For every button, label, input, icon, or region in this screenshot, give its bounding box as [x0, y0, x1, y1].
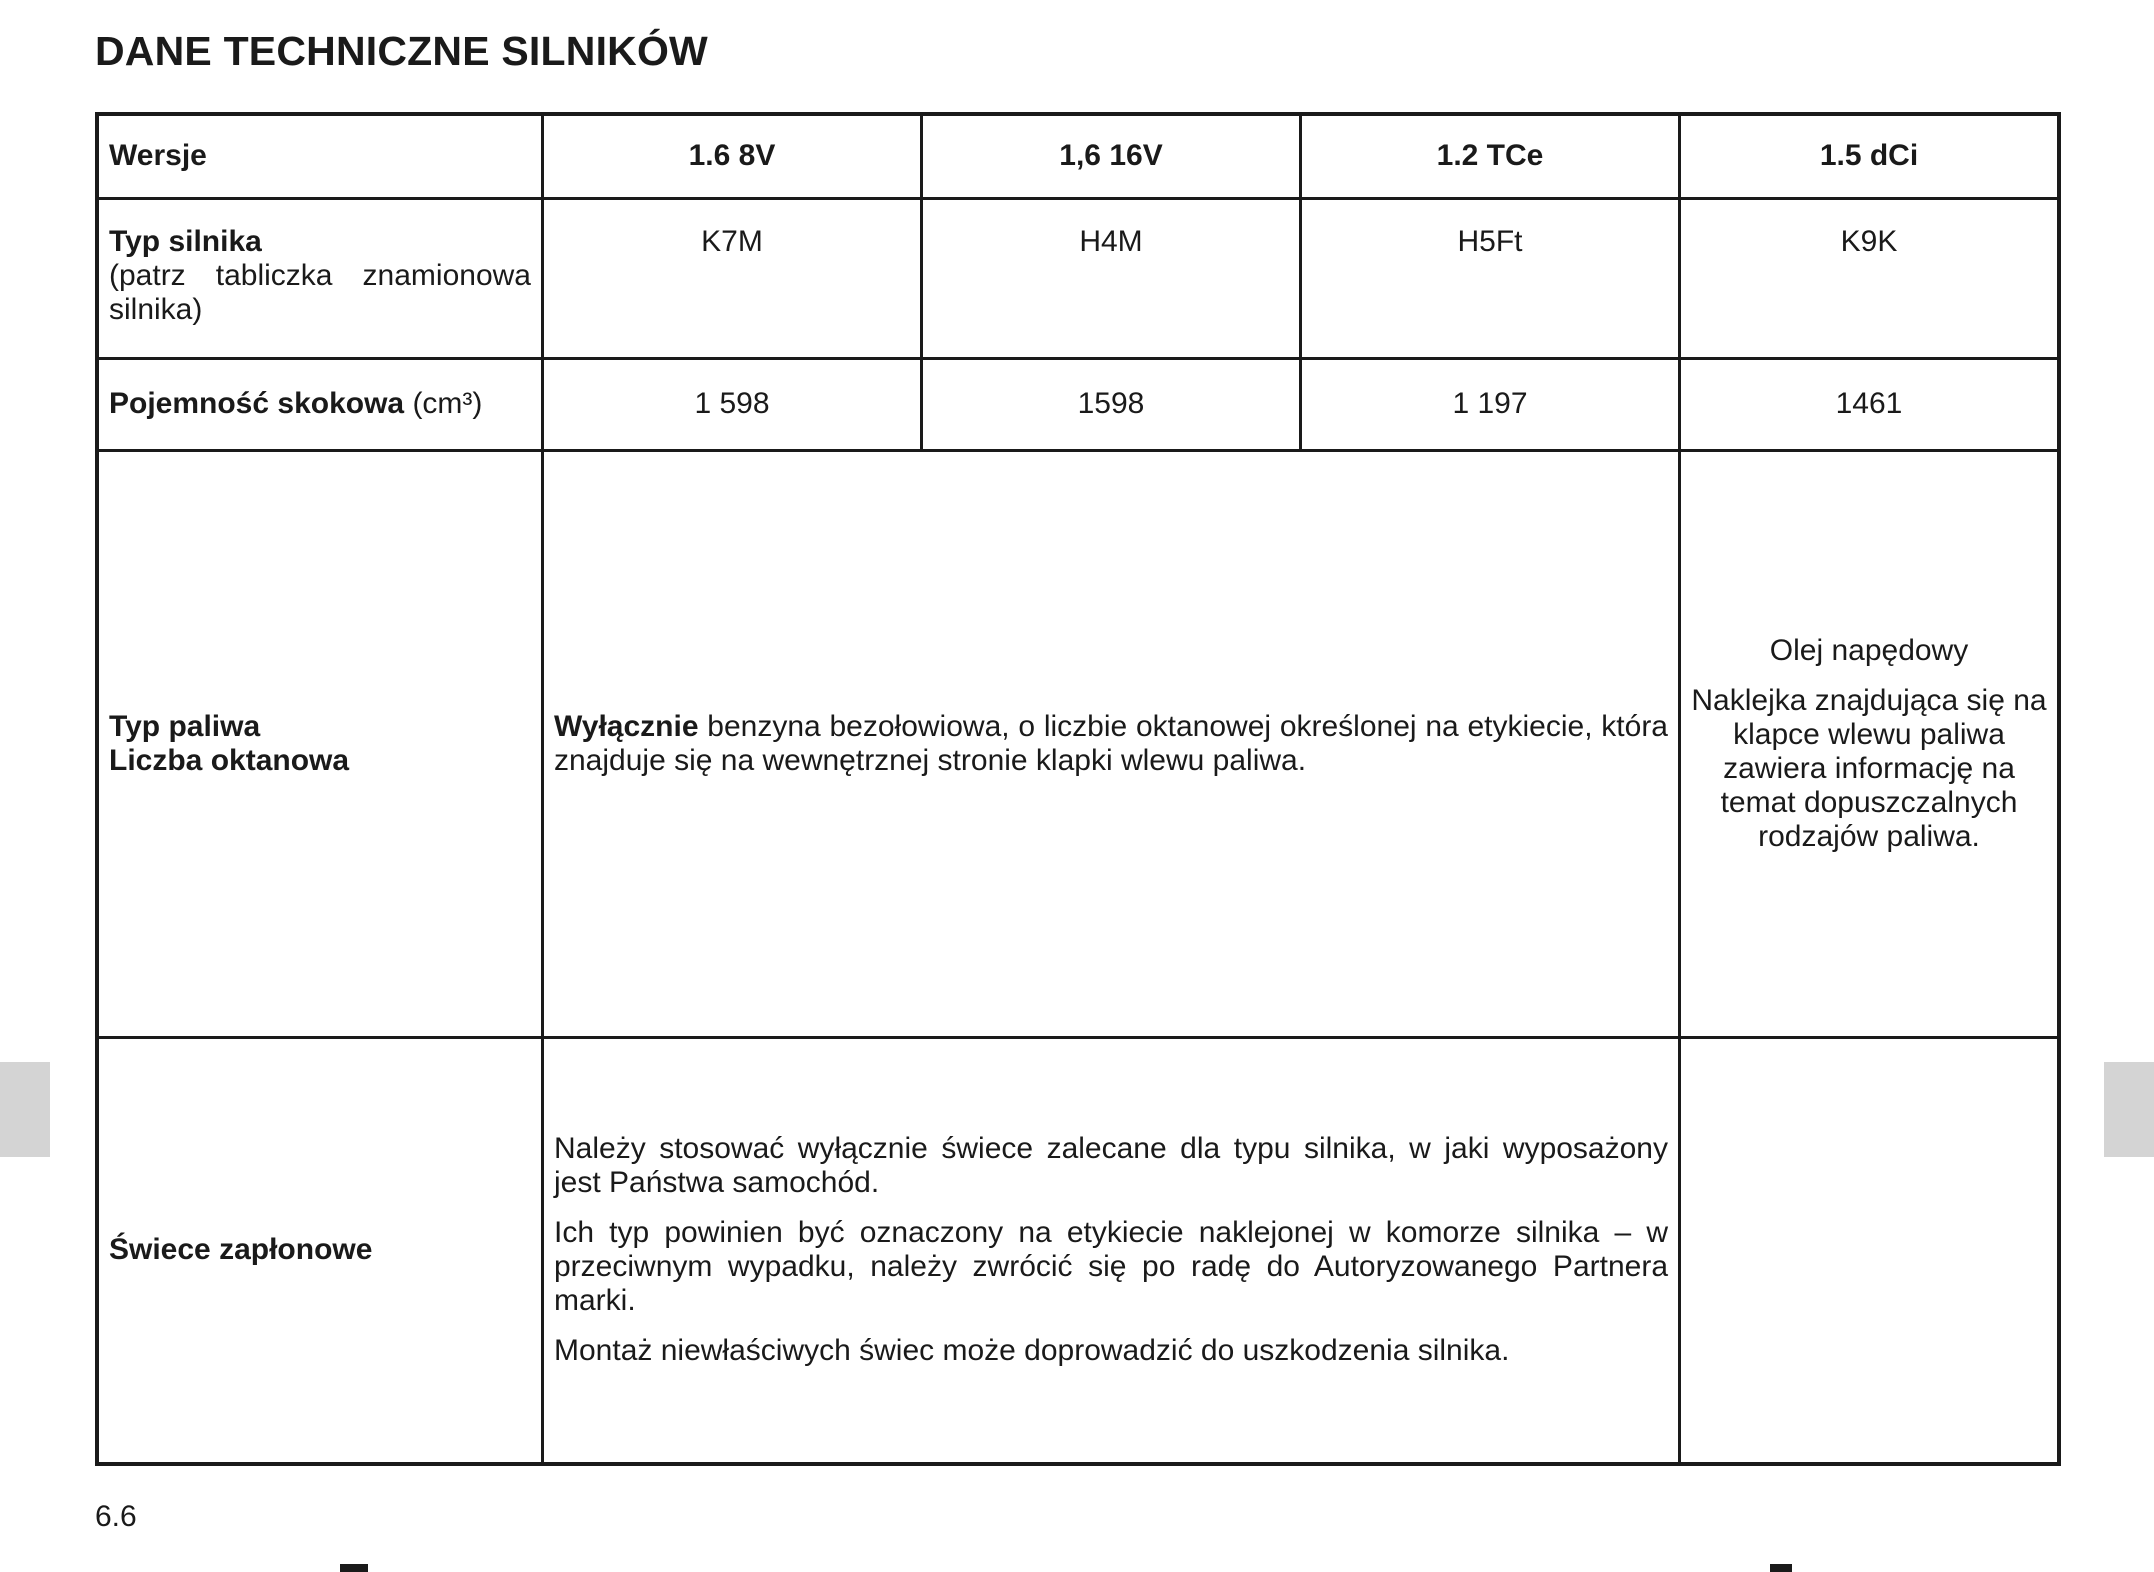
section-tab-left — [0, 1062, 50, 1157]
engine-type-note: (patrz tabliczka znamionowa silnika) — [109, 258, 531, 326]
petrol-fuel-text: benzyna bezołowiowa, o liczbie oktanowej określonej na etykiecie, która znajduje się na wewnętrznej stronie klapki wlewu paliwa. — [554, 709, 1668, 777]
fuel-label-cell — [97, 450, 543, 1037]
engine-type-value: H5Ft — [1301, 198, 1680, 358]
spark-plugs-label: Świece zapłonowe — [97, 1037, 543, 1464]
spark-plugs-paragraph: Ich typ powinien być oznaczony na etykiecie naklejonej w komorze silnika – w przeciwnym wypadku, należy zwrócić się po radę do Autoryzowanego Partnera marki. — [554, 1216, 1668, 1318]
displacement-unit: (cm³) — [404, 387, 483, 421]
petrol-fuel-cell — [543, 450, 1680, 1037]
table-row-displacement — [97, 359, 2059, 450]
diesel-fuel-cell — [1680, 450, 2060, 1037]
engine-type-label-cell — [97, 198, 543, 358]
version-header: 1.5 dCi — [1680, 114, 2060, 198]
crop-mark — [1770, 1564, 1792, 1572]
table-row-fuel — [97, 450, 2059, 1037]
row-header-versions: Wersje — [97, 114, 543, 198]
table-row-spark-plugs — [97, 1037, 2059, 1464]
section-tab-right — [2104, 1062, 2154, 1157]
engine-type-label: Typ silnika — [109, 224, 262, 258]
spark-plugs-paragraph: Należy stosować wyłącznie świece zalecane dla typu silnika, w jaki wyposażony jest Państwa samochód. — [554, 1132, 1668, 1200]
version-header: 1.2 TCe — [1301, 114, 1680, 198]
page-title: DANE TECHNICZNE SILNIKÓW — [95, 28, 708, 74]
spark-plugs-paragraph: Montaż niewłaściwych świec może doprowadzić do uszkodzenia silnika. — [554, 1334, 1510, 1368]
engine-spec-table — [95, 112, 2061, 1466]
fuel-type-label: Typ paliwa — [109, 709, 261, 743]
diesel-fuel-title: Olej napędowy — [1769, 633, 1969, 667]
displacement-label-cell — [97, 359, 543, 450]
octane-label: Liczba oktanowa — [109, 743, 350, 777]
diesel-fuel-text: Naklejka znajdująca się na klapce wlewu paliwa zawiera informację na temat dopuszczalnych rodzajów paliwa. — [1691, 683, 2047, 853]
engine-type-value: K9K — [1680, 198, 2060, 358]
crop-mark — [340, 1564, 368, 1572]
table-row-versions — [97, 114, 2059, 198]
engine-type-value: H4M — [922, 198, 1301, 358]
spark-plugs-diesel-cell — [1680, 1037, 2060, 1464]
version-header: 1,6 16V — [922, 114, 1301, 198]
displacement-label: Pojemność skokowa — [109, 387, 405, 421]
spark-plugs-info-cell — [543, 1037, 1680, 1464]
engine-type-value: K7M — [543, 198, 922, 358]
version-header: 1.6 8V — [543, 114, 922, 198]
displacement-value: 1 598 — [543, 359, 922, 450]
table-row-engine-type — [97, 198, 2059, 358]
displacement-value: 1 197 — [1301, 359, 1680, 450]
displacement-value: 1461 — [1680, 359, 2060, 450]
displacement-value: 1598 — [922, 359, 1301, 450]
petrol-fuel-emphasis: Wyłącznie — [554, 709, 699, 743]
page-number: 6.6 — [95, 1500, 137, 1533]
